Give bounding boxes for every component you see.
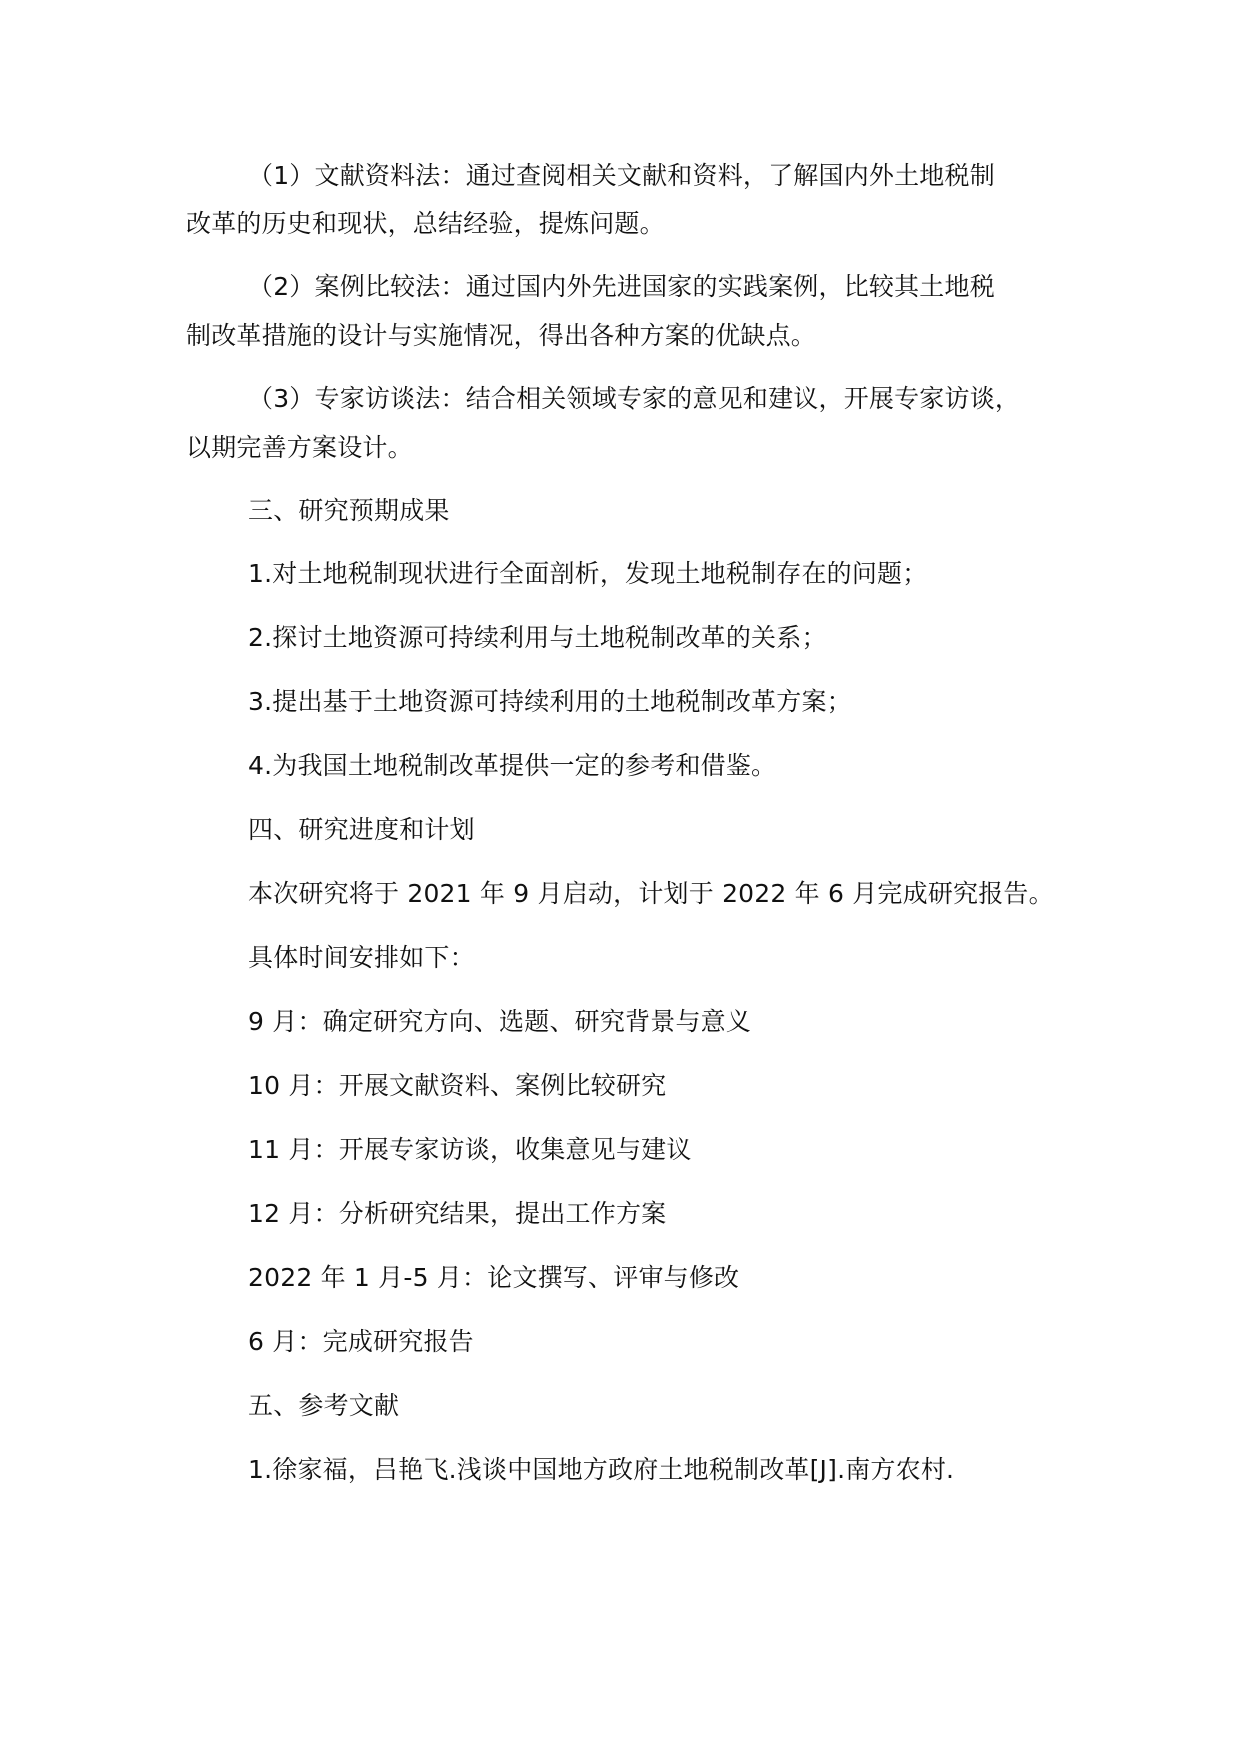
section3-heading: 三、研究预期成果 xyxy=(248,496,450,525)
method-case-line2: 制改革措施的设计与实施情况，得出各种方案的优缺点。 xyxy=(186,321,817,350)
method-case-line1: （2）案例比较法：通过国内外先进国家的实践案例，比较其土地税 xyxy=(248,272,995,301)
schedule-intro: 本次研究将于 2021 年 9 月启动，计划于 2022 年 6 月完成研究报告。 xyxy=(248,879,1054,908)
schedule-item: 11 月：开展专家访谈，收集意见与建议 xyxy=(248,1135,692,1164)
schedule-item: 10 月：开展文献资料、案例比较研究 xyxy=(248,1071,667,1100)
section4-heading: 四、研究进度和计划 xyxy=(248,815,475,844)
reference-item: 1.徐家福，吕艳飞.浅谈中国地方政府土地税制改革[J].南方农村. xyxy=(248,1455,955,1484)
outcome-item: 4.为我国土地税制改革提供一定的参考和借鉴。 xyxy=(248,751,777,780)
outcome-item: 2.探讨土地资源可持续利用与土地税制改革的关系； xyxy=(248,623,827,652)
method-literature-line1: （1）文献资料法：通过查阅相关文献和资料，了解国内外土地税制 xyxy=(248,161,995,190)
outcome-item: 1.对土地税制现状进行全面剖析，发现土地税制存在的问题； xyxy=(248,559,928,588)
method-expert-line1: （3）专家访谈法：结合相关领域专家的意见和建议，开展专家访谈， xyxy=(248,384,1021,413)
schedule-item: 2022 年 1 月-5 月：论文撰写、评审与修改 xyxy=(248,1263,740,1292)
outcome-item: 3.提出基于土地资源可持续利用的土地税制改革方案； xyxy=(248,687,852,716)
schedule-item: 9 月：确定研究方向、选题、研究背景与意义 xyxy=(248,1007,752,1036)
section5-heading: 五、参考文献 xyxy=(248,1391,400,1420)
method-literature-line2: 改革的历史和现状，总结经验，提炼问题。 xyxy=(186,209,665,238)
schedule-item: 6 月：完成研究报告 xyxy=(248,1327,474,1356)
method-expert-line2: 以期完善方案设计。 xyxy=(186,433,413,462)
schedule-lead: 具体时间安排如下： xyxy=(248,943,475,972)
schedule-item: 12 月：分析研究结果，提出工作方案 xyxy=(248,1199,667,1228)
